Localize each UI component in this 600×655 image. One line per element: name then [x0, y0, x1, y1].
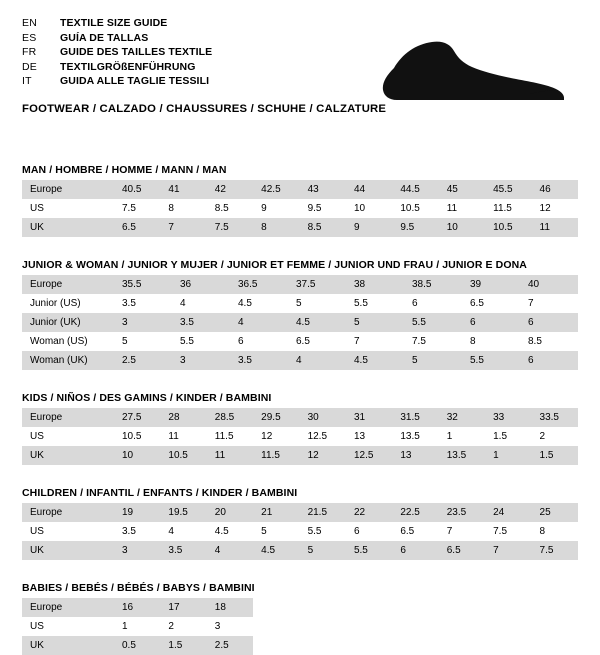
language-title: GUIDA ALLE TAGLIE TESSILI — [60, 75, 210, 88]
cell: 27.5 — [114, 408, 160, 427]
cell: 31 — [346, 408, 392, 427]
size-block-junior-woman — [22, 259, 578, 370]
cell: 10.5 — [400, 203, 420, 214]
cell: 32 — [439, 408, 485, 427]
cell: 6 — [462, 313, 520, 332]
table-row — [22, 541, 578, 560]
cell: 10 — [114, 446, 160, 465]
cell: 11 — [168, 431, 179, 442]
cell: 11.5 — [253, 446, 299, 465]
cell: 3 — [172, 351, 230, 370]
cell: 3.5 — [122, 526, 136, 537]
cell: 5 — [122, 336, 128, 347]
language-title: TEXTILE SIZE GUIDE — [60, 17, 168, 29]
cell: 1 — [446, 431, 453, 442]
cell: 4.5 — [238, 298, 252, 309]
cell: 41 — [160, 180, 206, 199]
cell: 12 — [539, 203, 551, 214]
cell: 7.5 — [532, 541, 578, 560]
cell: 23.5 — [439, 503, 485, 522]
row-label: UK — [22, 541, 114, 560]
cell: 35.5 — [114, 275, 172, 294]
cell: 4.5 — [288, 313, 346, 332]
cell: 9 — [261, 203, 267, 214]
cell: 1.5 — [160, 636, 206, 655]
cell: 6.5 — [296, 336, 310, 347]
cell: 3.5 — [230, 351, 288, 370]
cell: 13 — [353, 431, 366, 442]
cell: 2 — [539, 431, 546, 442]
cell: 45 — [439, 180, 485, 199]
cell: 20 — [207, 503, 253, 522]
block-title: JUNIOR & WOMAN / JUNIOR Y MUJER / JUNIOR ET FEMME / JUNIOR UND FRAU / JUNIOR E DONA — [22, 259, 527, 271]
row-label: UK — [22, 446, 114, 465]
row-label: Europe — [22, 275, 114, 294]
size-table-babies — [22, 598, 578, 655]
cell: 5.5 — [307, 526, 322, 537]
cell: 17 — [160, 598, 206, 617]
table-row — [22, 522, 578, 541]
language-code: IT — [22, 75, 32, 88]
cell: 11.5 — [214, 431, 234, 442]
row-label: US — [30, 431, 44, 442]
cell: 6 — [412, 298, 418, 309]
block-title: BABIES / BEBÉS / BÉBÉS / BABYS / BAMBINI — [22, 582, 255, 594]
size-table-children — [22, 503, 578, 560]
cell: 4 — [230, 313, 288, 332]
table-row — [22, 351, 578, 370]
cell: 11.5 — [493, 203, 512, 214]
cell: 0.5 — [114, 636, 160, 655]
cell: 8 — [253, 218, 299, 237]
cell: 12.5 — [346, 446, 392, 465]
row-label: UK — [22, 218, 114, 237]
cell: 12 — [261, 431, 273, 442]
cell: 5.5 — [462, 351, 520, 370]
cell: 8 — [168, 203, 174, 214]
row-label: US — [30, 203, 44, 214]
cell: 10.5 — [122, 431, 142, 442]
cell: 8.5 — [300, 218, 346, 237]
cell: 8 — [470, 336, 476, 347]
cell: 13.5 — [439, 446, 485, 465]
cell-empty — [253, 636, 578, 655]
cell: 6 — [238, 336, 244, 347]
language-code: ES — [22, 31, 37, 44]
cell: 31.5 — [392, 408, 438, 427]
cell: 1 — [122, 621, 128, 632]
cell: 5.5 — [180, 336, 194, 347]
language-code: FR — [22, 46, 37, 59]
cell: 8.5 — [214, 203, 229, 214]
table-row — [22, 332, 578, 351]
cell: 1 — [485, 446, 531, 465]
row-label: Europe — [22, 408, 114, 427]
cell: 13.5 — [400, 431, 420, 442]
cell: 3.5 — [160, 541, 206, 560]
cell: 11 — [532, 218, 578, 237]
language-title-table — [22, 16, 212, 89]
cell: 19 — [114, 503, 160, 522]
cell: 42.5 — [253, 180, 299, 199]
table-row — [22, 617, 578, 636]
cell: 4 — [168, 526, 174, 537]
cell: 4.5 — [214, 526, 229, 537]
size-block-man — [22, 164, 578, 237]
cell: 44 — [346, 180, 392, 199]
cell: 40 — [520, 275, 578, 294]
cell: 11 — [207, 446, 253, 465]
cell: 7.5 — [207, 218, 253, 237]
table-row — [22, 598, 578, 617]
cell: 6.5 — [114, 218, 160, 237]
cell: 6 — [392, 541, 438, 560]
table-row — [22, 427, 578, 446]
block-title: KIDS / NIÑOS / DES GAMINS / KINDER / BAMBINI — [22, 392, 272, 404]
cell: 7.5 — [493, 526, 508, 537]
footwear-category-title: FOOTWEAR / CALZADO / CHAUSSURES / SCHUHE / CALZATURE — [22, 102, 387, 115]
cell: 8.5 — [528, 336, 542, 347]
language-code: DE — [22, 60, 37, 73]
cell: 36.5 — [230, 275, 288, 294]
cell: 6.5 — [439, 541, 485, 560]
cell: 6 — [353, 526, 360, 537]
row-label: US — [30, 621, 44, 632]
row-label: Junior (UK) — [22, 313, 114, 332]
cell-empty — [253, 598, 578, 617]
cell: 9.5 — [307, 203, 322, 214]
cell: 36 — [172, 275, 230, 294]
cell: 19.5 — [160, 503, 206, 522]
table-row — [22, 275, 578, 294]
row-label: Woman (US) — [30, 336, 88, 347]
cell: 12.5 — [307, 431, 328, 442]
size-block-kids — [22, 392, 578, 465]
cell: 40.5 — [114, 180, 160, 199]
block-title: CHILDREN / INFANTIL / ENFANTS / KINDER / BAMBINI — [22, 487, 298, 499]
cell: 5 — [346, 313, 404, 332]
cell: 2.5 — [207, 636, 253, 655]
table-row — [22, 180, 578, 199]
language-title: TEXTILGRÖßENFÜHRUNG — [60, 60, 196, 73]
cell: 4.5 — [346, 351, 404, 370]
cell: 28.5 — [207, 408, 253, 427]
table-row — [22, 218, 578, 237]
cell: 3.5 — [122, 298, 136, 309]
row-label: Europe — [22, 598, 114, 617]
language-row — [22, 60, 212, 75]
cell: 42 — [207, 180, 253, 199]
cell: 7 — [446, 526, 453, 537]
row-label: Europe — [22, 503, 114, 522]
cell: 33 — [485, 408, 531, 427]
cell: 3 — [114, 541, 160, 560]
cell: 4 — [288, 351, 346, 370]
cell: 5 — [296, 298, 302, 309]
size-table-man — [22, 180, 578, 237]
size-table-kids — [22, 408, 578, 465]
cell: 5 — [261, 526, 267, 537]
row-label: UK — [22, 636, 114, 655]
cell: 28 — [160, 408, 206, 427]
cell: 38.5 — [404, 275, 462, 294]
document-header — [22, 16, 578, 120]
cell: 7 — [160, 218, 206, 237]
cell: 37.5 — [288, 275, 346, 294]
cell: 1.5 — [493, 431, 508, 442]
cell: 2 — [168, 621, 174, 632]
size-block-children — [22, 487, 578, 560]
cell: 7 — [485, 541, 531, 560]
cell: 10.5 — [485, 218, 531, 237]
cell: 4.5 — [253, 541, 299, 560]
block-title: MAN / HOMBRE / HOMME / MANN / MAN — [22, 164, 227, 176]
cell: 5 — [404, 351, 462, 370]
cell: 7.5 — [122, 203, 136, 214]
table-row — [22, 503, 578, 522]
cell: 33.5 — [532, 408, 578, 427]
cell: 44.5 — [392, 180, 438, 199]
cell: 9 — [346, 218, 392, 237]
table-row — [22, 408, 578, 427]
cell: 16 — [114, 598, 160, 617]
language-row — [22, 45, 212, 60]
row-label: US — [30, 526, 44, 537]
table-row — [22, 446, 578, 465]
cell: 7 — [528, 298, 534, 309]
language-row — [22, 16, 212, 31]
cell: 46 — [532, 180, 578, 199]
language-row — [22, 74, 212, 89]
cell: 6 — [520, 351, 578, 370]
cell: 30 — [300, 408, 346, 427]
cell: 5.5 — [346, 541, 392, 560]
table-row — [22, 636, 578, 655]
cell: 29.5 — [253, 408, 299, 427]
row-label: Europe — [22, 180, 114, 199]
cell: 8 — [539, 526, 546, 537]
language-title-rows — [22, 16, 212, 89]
cell-empty — [253, 617, 578, 636]
cell: 3 — [214, 621, 221, 632]
cell: 22.5 — [392, 503, 438, 522]
cell: 24 — [485, 503, 531, 522]
row-label: Woman (UK) — [22, 351, 114, 370]
cell: 38 — [346, 275, 404, 294]
cell: 5.5 — [354, 298, 368, 309]
cell: 43 — [300, 180, 346, 199]
language-title: GUIDE DES TAILLES TEXTILE — [60, 46, 213, 59]
cell: 39 — [462, 275, 520, 294]
language-code: EN — [22, 17, 37, 29]
cell: 6.5 — [400, 526, 415, 537]
cell: 21.5 — [300, 503, 346, 522]
cell: 1.5 — [532, 446, 578, 465]
size-table-junior-woman — [22, 275, 578, 370]
table-row — [22, 313, 578, 332]
cell: 3.5 — [172, 313, 230, 332]
cell: 3 — [114, 313, 172, 332]
size-block-babies — [22, 582, 578, 655]
cell: 10 — [353, 203, 366, 214]
cell: 10 — [439, 218, 485, 237]
cell: 11 — [446, 203, 458, 214]
cell: 6 — [520, 313, 578, 332]
cell: 7.5 — [412, 336, 426, 347]
row-label: Junior (US) — [30, 298, 81, 309]
dress-shoe-icon — [380, 38, 570, 104]
cell: 13 — [392, 446, 438, 465]
language-title: GUÍA DE TALLAS — [60, 31, 149, 44]
cell: 18 — [207, 598, 253, 617]
cell: 21 — [253, 503, 299, 522]
cell: 5 — [300, 541, 346, 560]
table-row — [22, 294, 578, 313]
table-row — [22, 199, 578, 218]
cell: 7 — [354, 336, 360, 347]
cell: 25 — [532, 503, 578, 522]
cell: 22 — [346, 503, 392, 522]
cell: 5.5 — [404, 313, 462, 332]
cell: 12 — [300, 446, 346, 465]
cell: 6.5 — [470, 298, 484, 309]
language-row — [22, 31, 212, 46]
cell: 4 — [180, 298, 186, 309]
cell: 9.5 — [392, 218, 438, 237]
cell: 2.5 — [114, 351, 172, 370]
cell: 10.5 — [160, 446, 206, 465]
cell: 45.5 — [485, 180, 531, 199]
cell: 4 — [207, 541, 253, 560]
